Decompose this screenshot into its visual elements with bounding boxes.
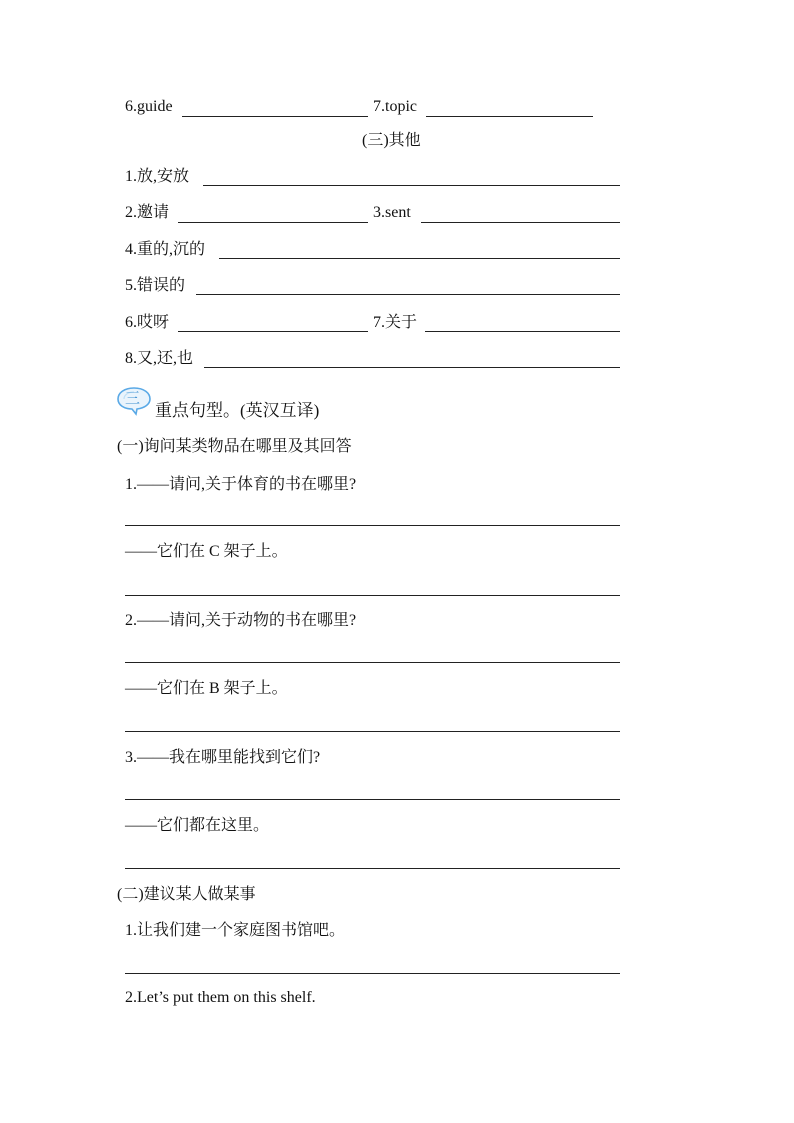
sentence-1-a: ——它们在 C 架子上。 [125,543,288,560]
other-item-2-blank[interactable] [178,222,368,223]
sentence-1-q: 1.——请问,关于体育的书在哪里? [125,476,357,493]
answer-line-4[interactable] [125,731,620,732]
other-item-5: 5.错误的 [125,277,186,294]
part3-title: 重点句型。(英汉互译) [155,401,320,420]
other-item-8-blank[interactable] [204,367,620,368]
other-item-1: 1.放,安放 [125,168,190,185]
suggest-2: 2.Let’s put them on this shelf. [125,989,316,1006]
other-item-6: 6.哎呀 [125,314,170,331]
sub2-heading: (二)建议某人做某事 [117,886,256,903]
section-number-label: 三 [125,391,141,407]
answer-line-5[interactable] [125,799,620,800]
other-item-7: 7.关于 [373,314,418,331]
answer-line-3[interactable] [125,662,620,663]
suggest-1: 1.让我们建一个家庭图书馆吧。 [125,922,346,939]
sentence-2-q: 2.——请问,关于动物的书在哪里? [125,612,357,629]
answer-line-6[interactable] [125,868,620,869]
answer-line-7[interactable] [125,973,620,974]
other-item-5-blank[interactable] [196,294,620,295]
other-item-4: 4.重的,沉的 [125,241,206,258]
vocab-6-label: 6.guide [125,98,173,115]
other-item-8: 8.又,还,也 [125,350,194,367]
other-item-3: 3.sent [373,204,411,221]
other-item-1-blank[interactable] [203,185,620,186]
other-heading: (三)其他 [362,132,421,149]
other-item-2: 2.邀请 [125,204,170,221]
answer-line-2[interactable] [125,595,620,596]
sentence-3-a: ——它们都在这里。 [125,817,270,834]
vocab-7-label: 7.topic [373,98,417,115]
vocab-6-blank[interactable] [182,116,368,117]
other-item-4-blank[interactable] [219,258,620,259]
vocab-7-blank[interactable] [426,116,593,117]
sentence-3-q: 3.——我在哪里能找到它们? [125,749,321,766]
speech-bubble-icon [116,386,152,416]
answer-line-1[interactable] [125,525,620,526]
sentence-2-a: ——它们在 B 架子上。 [125,680,288,697]
sub1-heading: (一)询问某类物品在哪里及其回答 [117,438,352,455]
other-item-3-blank[interactable] [421,222,620,223]
other-item-7-blank[interactable] [425,331,620,332]
other-item-6-blank[interactable] [178,331,368,332]
